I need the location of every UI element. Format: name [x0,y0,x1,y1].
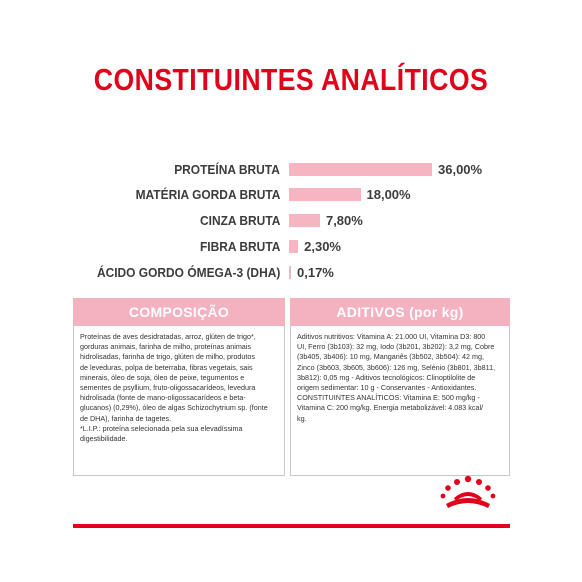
additives-text [290,326,510,476]
bar-value-label: 36,00% [438,162,483,177]
additives-header: ADITIVOS (por kg) [290,298,510,326]
composition-header: COMPOSIÇÃO [73,298,285,326]
text-line: CONSTITUINTES ANALÍTICOS: Vitamina E: 500 mg/kg - [297,393,480,403]
text-line: (3b405, 3b406): 10 mg, Manganês (3b502, 3b504): 42 mg, [297,352,485,362]
text-line: hidrolisadas, farinha de trigo, glúten de milho, produtos [80,352,256,362]
bar [289,163,432,176]
bar-label: MATÉRIA GORDA BRUTA [135,187,280,202]
text-line: gorduras animais, farinha de milho, proteínas animais [80,342,251,352]
text-line: de leveduras, polpa de beterraba, fibras vegetais, sais [80,362,253,372]
bar-label: CINZA BRUTA [199,213,280,228]
text-line: digestibilidade. [80,434,128,444]
bar-label: ÁCIDO GORDO ÓMEGA-3 (DHA) [96,265,280,280]
bar-value-label: 18,00% [366,187,411,202]
text-line: de DHA), farinha de tagetes. [80,413,172,423]
additives-panel [290,298,510,476]
bar [289,188,361,201]
text-line: Aditivos nutritivos: Vitamina A: 21.000 UI, Vitamina D3: 800 [297,332,486,341]
bottom-rule [73,524,510,528]
bar-label: PROTEÍNA BRUTA [174,162,280,177]
text-line: kg. [297,413,307,423]
bar [289,266,291,279]
composition-text [73,326,285,476]
text-line: Proteínas de aves desidratadas, arroz, glúten de trigo*, [80,332,256,341]
bar-value-label: 0,17% [297,265,334,280]
text-line: minerais, óleo de soja, óleo de peixe, tegumentos e [80,372,245,382]
text-line: UI, Ferro (3b103): 32 mg, Iodo (3b201, 3b202): 3,2 mg, Cobre [297,342,495,352]
text-line: glucanos) (0,29%), óleo de algas Schizochytrium sp. (fonte [80,403,268,413]
page-title: CONSTITUINTES ANALÍTICOS [93,62,489,97]
royal-canin-crown-icon [440,474,496,510]
bar-value-label: 2,30% [304,239,341,254]
bar [289,240,298,253]
text-line: *L.I.P.: proteína selecionada pela sua elevadíssima [80,423,243,433]
text-line: Zinco (3b603, 3b605, 3b606): 126 mg, Selénio (3b801, 3b811, [297,362,496,372]
text-line: sementes de psyllium, fruto-oligossacarídeos, levedura [80,383,256,393]
text-line: Vitamina C: 200 mg/kg. Energia metabolizável: 4.083 kcal/ [297,403,484,413]
text-line: 3b812): 0,05 mg - Aditivos tecnológicos: Clinoptilolite de [297,372,476,382]
text-line: hidrolisada (fonte de mano-oligossacarídeos e beta- [80,393,246,403]
text-line: origem sedimentar: 10 g - Conservantes - Antioxidantes. [297,383,477,393]
bar [289,214,320,227]
bar-value-label: 7,80% [325,213,363,228]
composition-panel [73,298,285,476]
bar-label: FIBRA BRUTA [199,239,280,254]
